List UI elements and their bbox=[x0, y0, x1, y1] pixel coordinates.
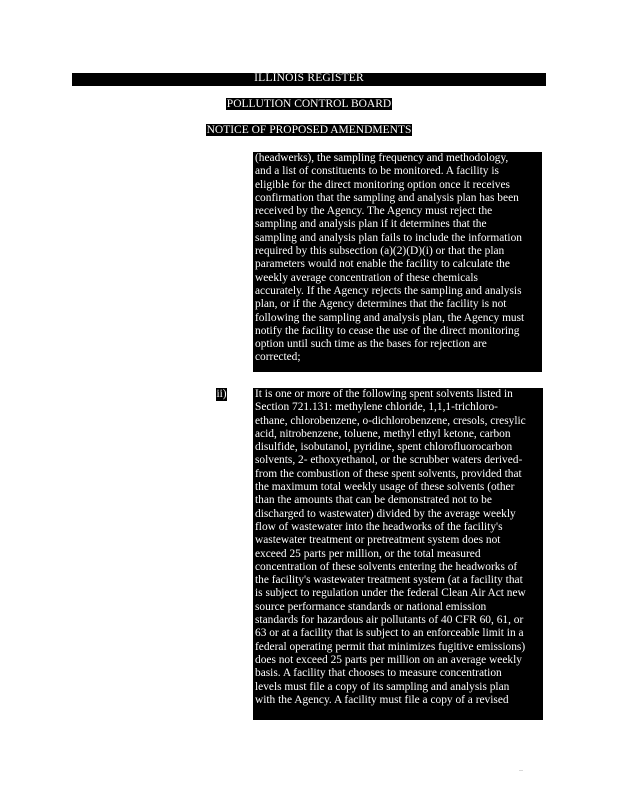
text-line: weekly average concentration of these chemicals bbox=[255, 271, 478, 284]
item-ii-paragraph bbox=[253, 388, 543, 720]
text-line: solvents, 2- ethoxyethanol, or the scrubber waters derived- bbox=[255, 454, 523, 467]
text-line: plan, or if the Agency determines that the facility is not bbox=[255, 298, 507, 311]
text-line: parameters would not enable the facility to calculate the bbox=[255, 258, 510, 271]
register-header-bar bbox=[72, 73, 546, 86]
text-line: from the combustion of these spent solvents, provided that bbox=[255, 467, 522, 480]
text-line: levels must file a copy of its sampling and analysis plan bbox=[255, 680, 510, 693]
board-heading-text: POLLUTION CONTROL BOARD bbox=[226, 98, 392, 110]
text-line: notify the facility to cease the use of the direct monitoring bbox=[255, 324, 520, 337]
item-marker: ii) bbox=[216, 388, 227, 400]
text-line: federal operating permit that minimizes fugitive emissions) bbox=[255, 640, 526, 653]
text-line: than the amounts that can be demonstrated not to be bbox=[255, 494, 492, 507]
text-line: wastewater treatment or pretreatment system does not bbox=[255, 534, 501, 547]
text-line: corrected; bbox=[255, 351, 301, 364]
notice-heading-text: NOTICE OF PROPOSED AMENDMENTS bbox=[206, 124, 412, 136]
text-line: confirmation that the sampling and analysis plan has been bbox=[255, 191, 519, 204]
text-line: the facility's wastewater treatment system (at a facility that bbox=[255, 574, 523, 587]
text-line: option until such time as the bases for rejection are bbox=[255, 338, 487, 351]
text-line: concentration of these solvents entering the headworks of bbox=[255, 560, 518, 573]
text-line: standards for hazardous air pollutants of 40 CFR 60, 61, or bbox=[255, 614, 524, 627]
text-line: (headwerks), the sampling frequency and methodology, bbox=[255, 152, 509, 164]
text-line: received by the Agency. The Agency must reject the bbox=[255, 205, 493, 218]
text-line: with the Agency. A facility must file a copy of a revised bbox=[255, 693, 509, 706]
text-line: the maximum total weekly usage of these solvents (other bbox=[255, 481, 515, 494]
text-line: ethane, chlorobenzene, o-dichlorobenzene, cresols, cresylic bbox=[255, 414, 526, 427]
text-line: sampling and analysis plan if it determines that the bbox=[255, 218, 487, 231]
text-line: source performance standards or national emission bbox=[255, 600, 487, 613]
text-line: and a list of constituents to be monitored. A facility is bbox=[255, 165, 499, 178]
text-line: does not exceed 25 parts per million on an average weekly bbox=[255, 653, 522, 666]
text-line: basis. A facility that chooses to measure concentration bbox=[255, 667, 502, 680]
paragraph-continued bbox=[253, 152, 542, 372]
text-line: acid, nitrobenzene, toluene, methyl ethyl ketone, carbon bbox=[255, 427, 511, 440]
text-line: required by this subsection (a)(2)(D)(i) or that the plan bbox=[255, 245, 505, 258]
text-line: It is one or more of the following spent solvents listed in bbox=[255, 388, 513, 400]
notice-heading bbox=[0, 124, 618, 136]
text-line: following the sampling and analysis plan, the Agency must bbox=[255, 311, 525, 324]
board-heading bbox=[0, 98, 618, 110]
text-line: accurately. If the Agency rejects the sampling and analysis bbox=[255, 284, 522, 297]
text-line: flow of wastewater into the headworks of the facility's bbox=[255, 520, 503, 533]
text-line: 63 or at a facility that is subject to an enforceable limit in a bbox=[255, 627, 524, 640]
text-line: Section 721.131: methylene chloride, 1,1,1-trichloro- bbox=[255, 401, 498, 414]
text-line: disulfide, isobutanol, pyridine, spent chlorofluorocarbon bbox=[255, 441, 513, 454]
register-title: ILLINOIS REGISTER bbox=[254, 72, 364, 84]
text-line: eligible for the direct monitoring option once it receives bbox=[255, 178, 510, 191]
text-line: exceed 25 parts per million, or the total measured bbox=[255, 547, 481, 560]
text-line: discharged to wastewater) divided by the average weekly bbox=[255, 507, 516, 520]
text-line: is subject to regulation under the federal Clean Air Act new bbox=[255, 587, 526, 600]
scan-artifact bbox=[519, 770, 523, 771]
text-line: sampling and analysis plan fails to include the information bbox=[255, 231, 522, 244]
